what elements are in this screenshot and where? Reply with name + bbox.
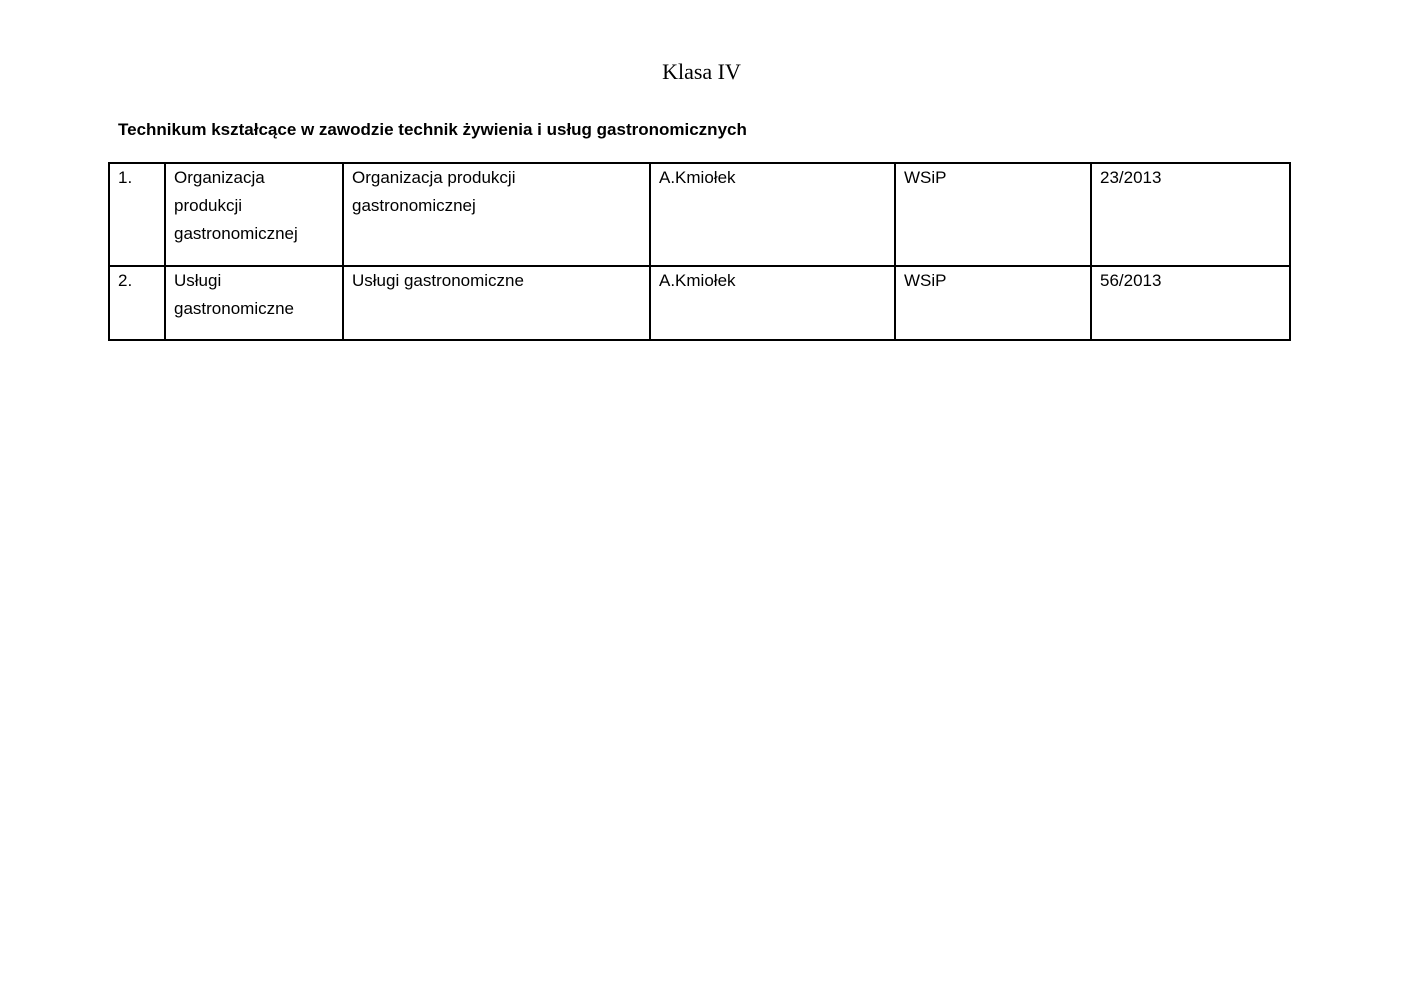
textbook-table <box>108 162 1291 341</box>
row-number-cell: 1. <box>109 163 165 266</box>
publisher-cell: WSiP <box>895 266 1091 340</box>
row-number-cell: 2. <box>109 266 165 340</box>
subject-cell: Organizacja produkcji gastronomicznej <box>165 163 343 266</box>
author-cell: A.Kmiołek <box>650 163 895 266</box>
publisher-cell: WSiP <box>895 163 1091 266</box>
approval-number-cell: 23/2013 <box>1091 163 1290 266</box>
table-row <box>109 266 1290 340</box>
author-cell: A.Kmiołek <box>650 266 895 340</box>
approval-number-cell: 56/2013 <box>1091 266 1290 340</box>
book-title-cell: Organizacja produkcji gastronomicznej <box>343 163 650 266</box>
page-title: Klasa IV <box>662 59 741 84</box>
subject-cell: Usługi gastronomiczne <box>165 266 343 340</box>
book-title-cell: Usługi gastronomiczne <box>343 266 650 340</box>
table-row <box>109 163 1290 266</box>
section-heading: Technikum kształcące w zawodzie technik żywienia i usług gastronomicznych <box>118 120 747 139</box>
